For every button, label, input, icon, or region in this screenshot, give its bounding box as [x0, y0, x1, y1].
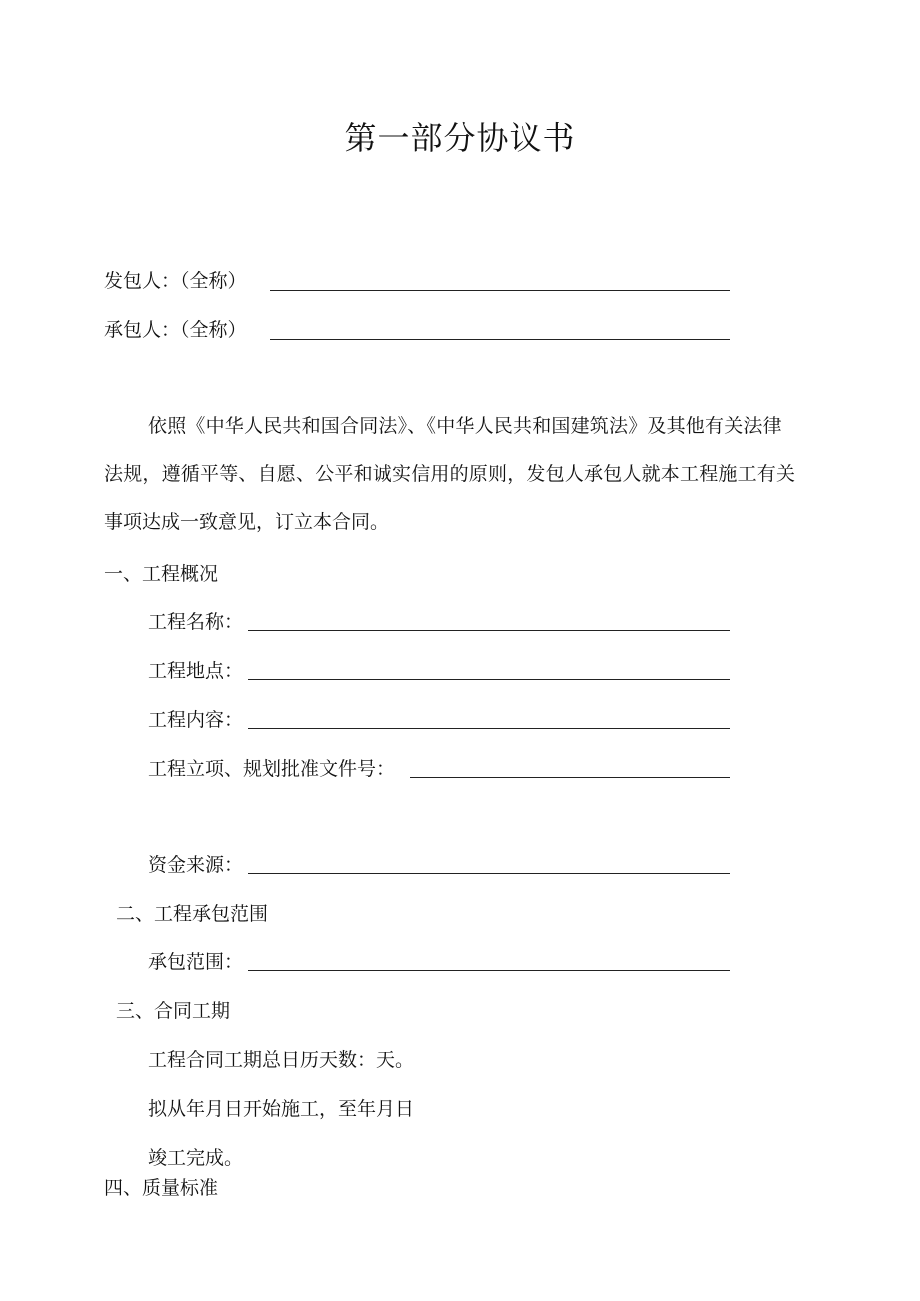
funding-source-label: 资金来源：	[148, 854, 244, 876]
approval-number-label: 工程立项、规划批准文件号：	[148, 758, 396, 780]
project-name-blank[interactable]	[248, 630, 730, 631]
section-4-heading: 四、质量标准	[104, 1177, 219, 1199]
approval-number-blank[interactable]	[410, 777, 730, 778]
project-content-blank[interactable]	[248, 728, 730, 729]
completion-text: 竣工完成。	[148, 1147, 244, 1169]
employer-label: 发包人：（全称）	[104, 270, 247, 292]
project-location-blank[interactable]	[248, 679, 730, 680]
contract-scope-blank[interactable]	[248, 970, 730, 971]
project-location-label: 工程地点：	[148, 660, 244, 682]
page-title: 第一部分协议书	[344, 119, 576, 157]
employer-name-blank[interactable]	[270, 290, 730, 291]
section-2-heading: 二、工程承包范围	[116, 903, 269, 925]
start-date-text: 拟从年月日开始施工，至年月日	[148, 1098, 415, 1120]
project-content-label: 工程内容：	[148, 709, 244, 731]
total-days-text: 工程合同工期总日历天数：天。	[148, 1049, 415, 1071]
intro-line-2: 法规，遵循平等、自愿、公平和诚实信用的原则，发包人承包人就本工程施工有关	[104, 463, 796, 485]
contract-scope-label: 承包范围：	[148, 951, 244, 973]
section-1-heading: 一、工程概况	[104, 563, 219, 585]
section-3-heading: 三、合同工期	[116, 1000, 231, 1022]
intro-line-3: 事项达成一致意见，订立本合同。	[104, 511, 390, 533]
project-name-label: 工程名称：	[148, 611, 244, 633]
intro-line-1: 依照《中华人民共和国合同法》、《中华人民共和国建筑法》及其他有关法律	[148, 415, 782, 437]
funding-source-blank[interactable]	[248, 873, 730, 874]
contractor-label: 承包人：（全称）	[104, 319, 247, 341]
intro-paragraph	[104, 402, 820, 546]
contractor-name-blank[interactable]	[270, 339, 730, 340]
